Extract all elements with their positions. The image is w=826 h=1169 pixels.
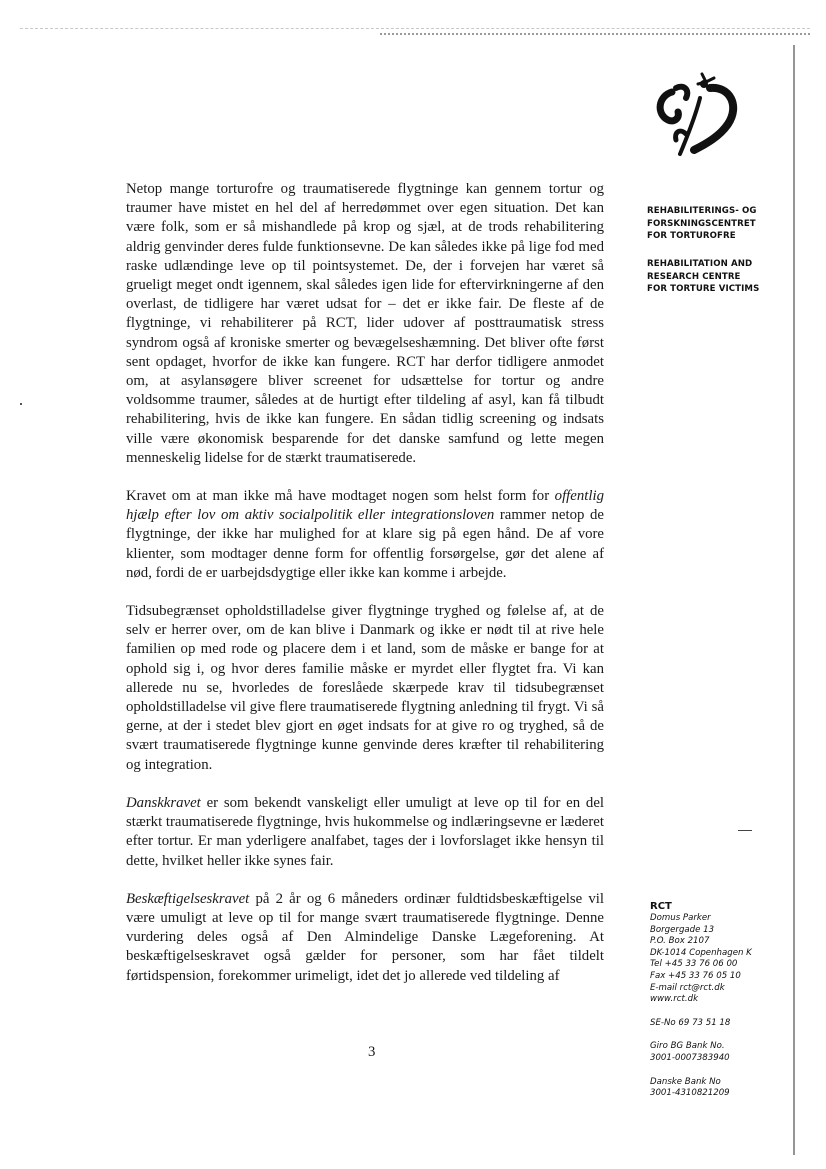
- scan-top-edge-dots: [380, 33, 810, 37]
- contact-block: [650, 900, 790, 1100]
- org-line: FOR TORTURE VICTIMS: [647, 284, 760, 295]
- address-line: E-mail rct@rct.dk: [650, 982, 725, 993]
- address-line: Fax +45 33 76 05 10: [650, 970, 741, 981]
- text-run: på 2 år og 6 måneders ordinær fuldtidsbeskæftigelse vil være umuligt at leve op til for mange svært traumatiserede flygtninge. Denne vurdering deles også af Den Almindelige Danske Lægeforening. At beskæftigelseskravet også gælder for personer, som har fået tildelt førtidspension, forekommer urimeligt, idet det jo allerede ved tildeling af: [126, 890, 604, 984]
- emphasis: Beskæftigelseskravet: [126, 890, 250, 907]
- letter-body: [126, 180, 604, 986]
- paragraph-residence-permit: Tidsubegrænset opholdstilladelse giver flygtninge tryghed og følelse af, at de selv er herrer over, om de kan blive i Danmark og ikke er nødt til at rive hele familien op med rode og placere dem i et land, som de måske er bange for at ophold sig i, og hvor deres familie måske er myrdet eller flygtet fra. Vi kan allerede nu se, hvorledes de foreslåede skærpede krav til tidsubegrænset opholdstilladelse vil give flere traumatiserede flygtning anledning til frygt. Vi så gerne, at der i stedet blev gjort en øget indsats for at give ro og tryghed, så de svært traumatiserede flygtninge kunne genvinde deres kræfter til rehabilitering og integration.: [126, 603, 604, 773]
- scan-mark: [738, 830, 752, 831]
- org-name-english: [647, 258, 777, 296]
- address-line: Borgergade 13: [650, 924, 715, 935]
- address-line: DK-1014 Copenhagen K: [650, 947, 752, 958]
- org-line: REHABILITERINGS- OG: [647, 206, 757, 216]
- contact-address: [650, 913, 790, 1100]
- text-run: Kravet om at man ikke må have modtaget nogen som helst form for: [126, 488, 555, 505]
- contact-name: RCT: [650, 901, 672, 912]
- emphasis: Danskkravet: [126, 794, 201, 811]
- bank-number: 3001-4310821209: [650, 1088, 730, 1099]
- emphasis: offentlig hjælp efter lov om aktiv socialpolitik eller integrationsloven: [126, 488, 604, 524]
- address-line: P.O. Box 2107: [650, 936, 710, 947]
- scan-speck: [20, 403, 22, 405]
- address-line: Domus Parker: [650, 913, 711, 923]
- org-line: FORSKNINGSCENTRET: [647, 218, 756, 229]
- rct-flower-logo: [650, 70, 745, 162]
- org-line: RESEARCH CENTRE: [647, 271, 741, 282]
- org-line: FOR TORTUROFRE: [647, 231, 736, 242]
- paragraph-pointsystem: Netop mange torturofre og traumatiserede flygtninge kan gennem tortur og traumer have mistet en hel del af herredømmet over egen situation. Det kan være folk, som er så mishandlede på krop og sjæl, at de trods rehabilitering aldrig genvinder deres fulde funktionsevne. De kan således ikke på lige fod med raske udlændinge leve op til pointsystemet. De, der i forvejen har været så grueligt meget ondt igennem, skal således igen lide for eftervirkningerne af den overlast, de tidligere har været udsat for – det er ikke fair. De fleste af de flygtninge, vi rehabiliterer på RCT, lider udover af posttraumatisk stress syndrom også af kroniske smerter og bevægelseshæmning. Det bliver ofte først sent opdaget, hvorfor de ikke kan fungere. RCT har derfor tidligere anmodet om, at asylansøgere bliver screenet for udsættelse for tortur og andre voldsomme traumer, således at de hurtigt efter tildeling af asyl, kan få tilbudt rehabilitering, hvis de ikke kan fungere. En sådan tidlig screening og indsats ville være økonomisk besparende for det danske samfund og lette megen menneskelig lidelse for de stærkt traumatiserede.: [126, 181, 604, 466]
- paragraph-public-assistance: [126, 487, 604, 583]
- text-run: rammer netop de flygtninge, der ikke har mulighed for at klare sig på egen hånd. De af vore klienter, som modtager denne form for offentlig forsørgelse, gør det alene af nød, fordi de er uarbejdsdygtige eller ikke kan komme i arbejde.: [126, 507, 604, 581]
- giro-label: Giro BG Bank No.: [650, 1041, 725, 1052]
- se-number: SE-No 69 73 51 18: [650, 1017, 731, 1028]
- org-name-danish: [647, 205, 777, 243]
- giro-number: 3001-0007383940: [650, 1052, 730, 1063]
- address-line: Tel +45 33 76 06 00: [650, 959, 738, 970]
- org-line: REHABILITATION AND: [647, 259, 753, 269]
- bank-label: Danske Bank No: [650, 1076, 721, 1087]
- text-run: er som bekendt vanskeligt eller umuligt at leve op til for en del stærkt traumatiserede flygtninge, hvis hukommelse og indlæringsevne er læderet efter tortur. Er man yderligere analfabet, tages der i lovforslaget ikke hensyn til dette, hvilket heller ikke synes fair.: [126, 794, 604, 869]
- address-line: www.rct.dk: [650, 994, 699, 1005]
- page-number: 3: [368, 1044, 376, 1060]
- paragraph-employment-requirement: [126, 890, 604, 986]
- scan-right-edge: [793, 45, 795, 1155]
- paragraph-language-requirement: [126, 794, 604, 871]
